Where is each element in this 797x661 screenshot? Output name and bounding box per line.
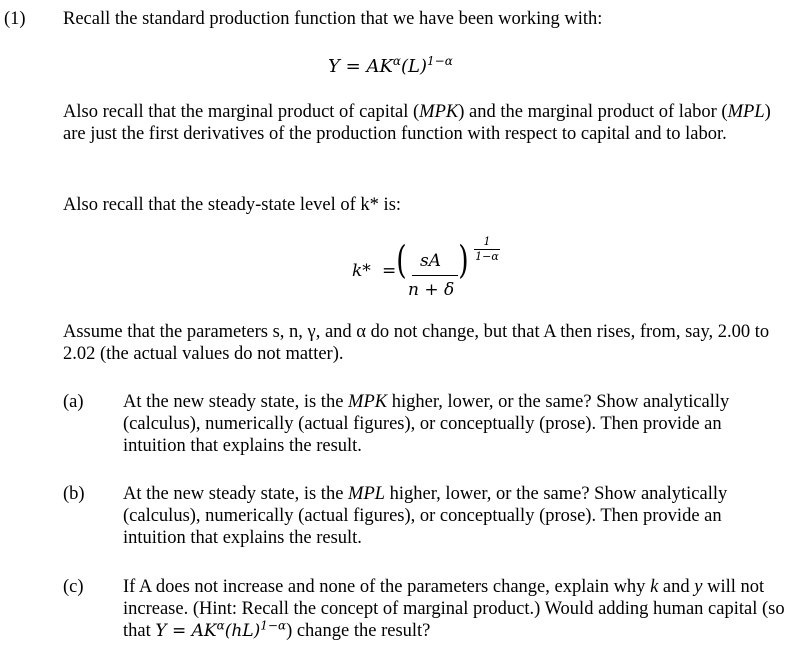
part-a-emph: MPK — [348, 392, 388, 412]
part-b-text — [123, 483, 785, 549]
eq1-equals: = — [345, 56, 361, 77]
eq2-numerator: sA — [420, 251, 442, 271]
eq2-equals: = — [382, 261, 397, 281]
part-a-text-1: At the new steady state, is the — [123, 392, 349, 412]
part-a-label: (a) — [63, 392, 84, 412]
eq1-labor: (L) — [401, 56, 428, 77]
part-c-text-4: ) change the result? — [286, 621, 431, 641]
part-c-text-2: and — [658, 577, 695, 597]
part-a-text-2: higher, lower, or the same? Show analytically (calculus), numerically (actual figures), or conceptually (prose). Then provide an intuition that explains the result. — [123, 392, 730, 456]
part-c-label: (c) — [63, 577, 84, 597]
eq1-alpha: α — [392, 54, 402, 68]
part-b-label: (b) — [63, 484, 85, 504]
part-c-equation — [155, 618, 287, 641]
mpk-text-2: ) and the marginal product of labor ( — [458, 102, 728, 122]
eq2-exponent — [474, 236, 500, 263]
part-c-k: k — [650, 577, 659, 597]
eq2-exp-numerator: 1 — [483, 235, 491, 248]
part-c-eq-alpha: α — [216, 618, 225, 633]
question-number: (1) — [4, 9, 26, 29]
eq2-lhs: k* — [352, 261, 371, 281]
mpk-text-3: ) are just the first derivatives of the production function with respect to capital and to labor. — [63, 102, 771, 144]
steady-state-equation — [350, 232, 510, 302]
part-c-eq-exp: 1−α — [260, 618, 287, 633]
steady-state-intro: Also recall that the steady-state level of k* is: — [63, 195, 402, 215]
eq1-exponent: 1−α — [427, 54, 453, 68]
part-c-text-1: If A does not increase and none of the parameters change, explain why — [123, 577, 651, 597]
eq2-left-paren: ( — [396, 238, 407, 282]
mpk-term: MPK — [419, 102, 459, 122]
mpk-mpl-paragraph — [63, 101, 778, 145]
part-c-eq-hl: (hL) — [224, 621, 261, 641]
eq2-fraction-bar — [412, 275, 458, 276]
part-b-emph: MPL — [348, 484, 386, 504]
mpk-text-1: Also recall that the marginal product of capital ( — [63, 102, 420, 122]
eq2-exp-denominator: 1−α — [475, 250, 499, 263]
mpl-term: MPL — [727, 102, 765, 122]
part-c-text-3: will not increase. (Hint: Recall the concept of marginal product.) Would adding human capital (so that — [123, 577, 785, 641]
part-c-y: y — [694, 577, 703, 597]
eq1-rhs: AK — [366, 56, 393, 77]
assumption-paragraph: Assume that the parameters s, n, γ, and α do not change, but that A then rises, from, say, 2.00 to 2.02 (the actual values do not matter). — [63, 322, 770, 364]
part-a-text — [123, 391, 785, 457]
part-b-text-1: At the new steady state, is the — [123, 484, 349, 504]
intro-text: Recall the standard production function that we have been working with: — [63, 9, 603, 29]
production-function-equation — [328, 56, 453, 78]
part-c-text — [123, 576, 785, 642]
part-c-eq-main: Y = AK — [155, 621, 217, 641]
eq1-lhs: Y — [328, 56, 340, 77]
part-b-text-2: higher, lower, or the same? Show analytically (calculus), numerically (actual figures), or conceptually (prose). Then provide an intuition that explains the result. — [123, 484, 728, 548]
eq2-right-paren: ) — [458, 238, 469, 282]
eq2-denominator: n + δ — [408, 280, 455, 300]
